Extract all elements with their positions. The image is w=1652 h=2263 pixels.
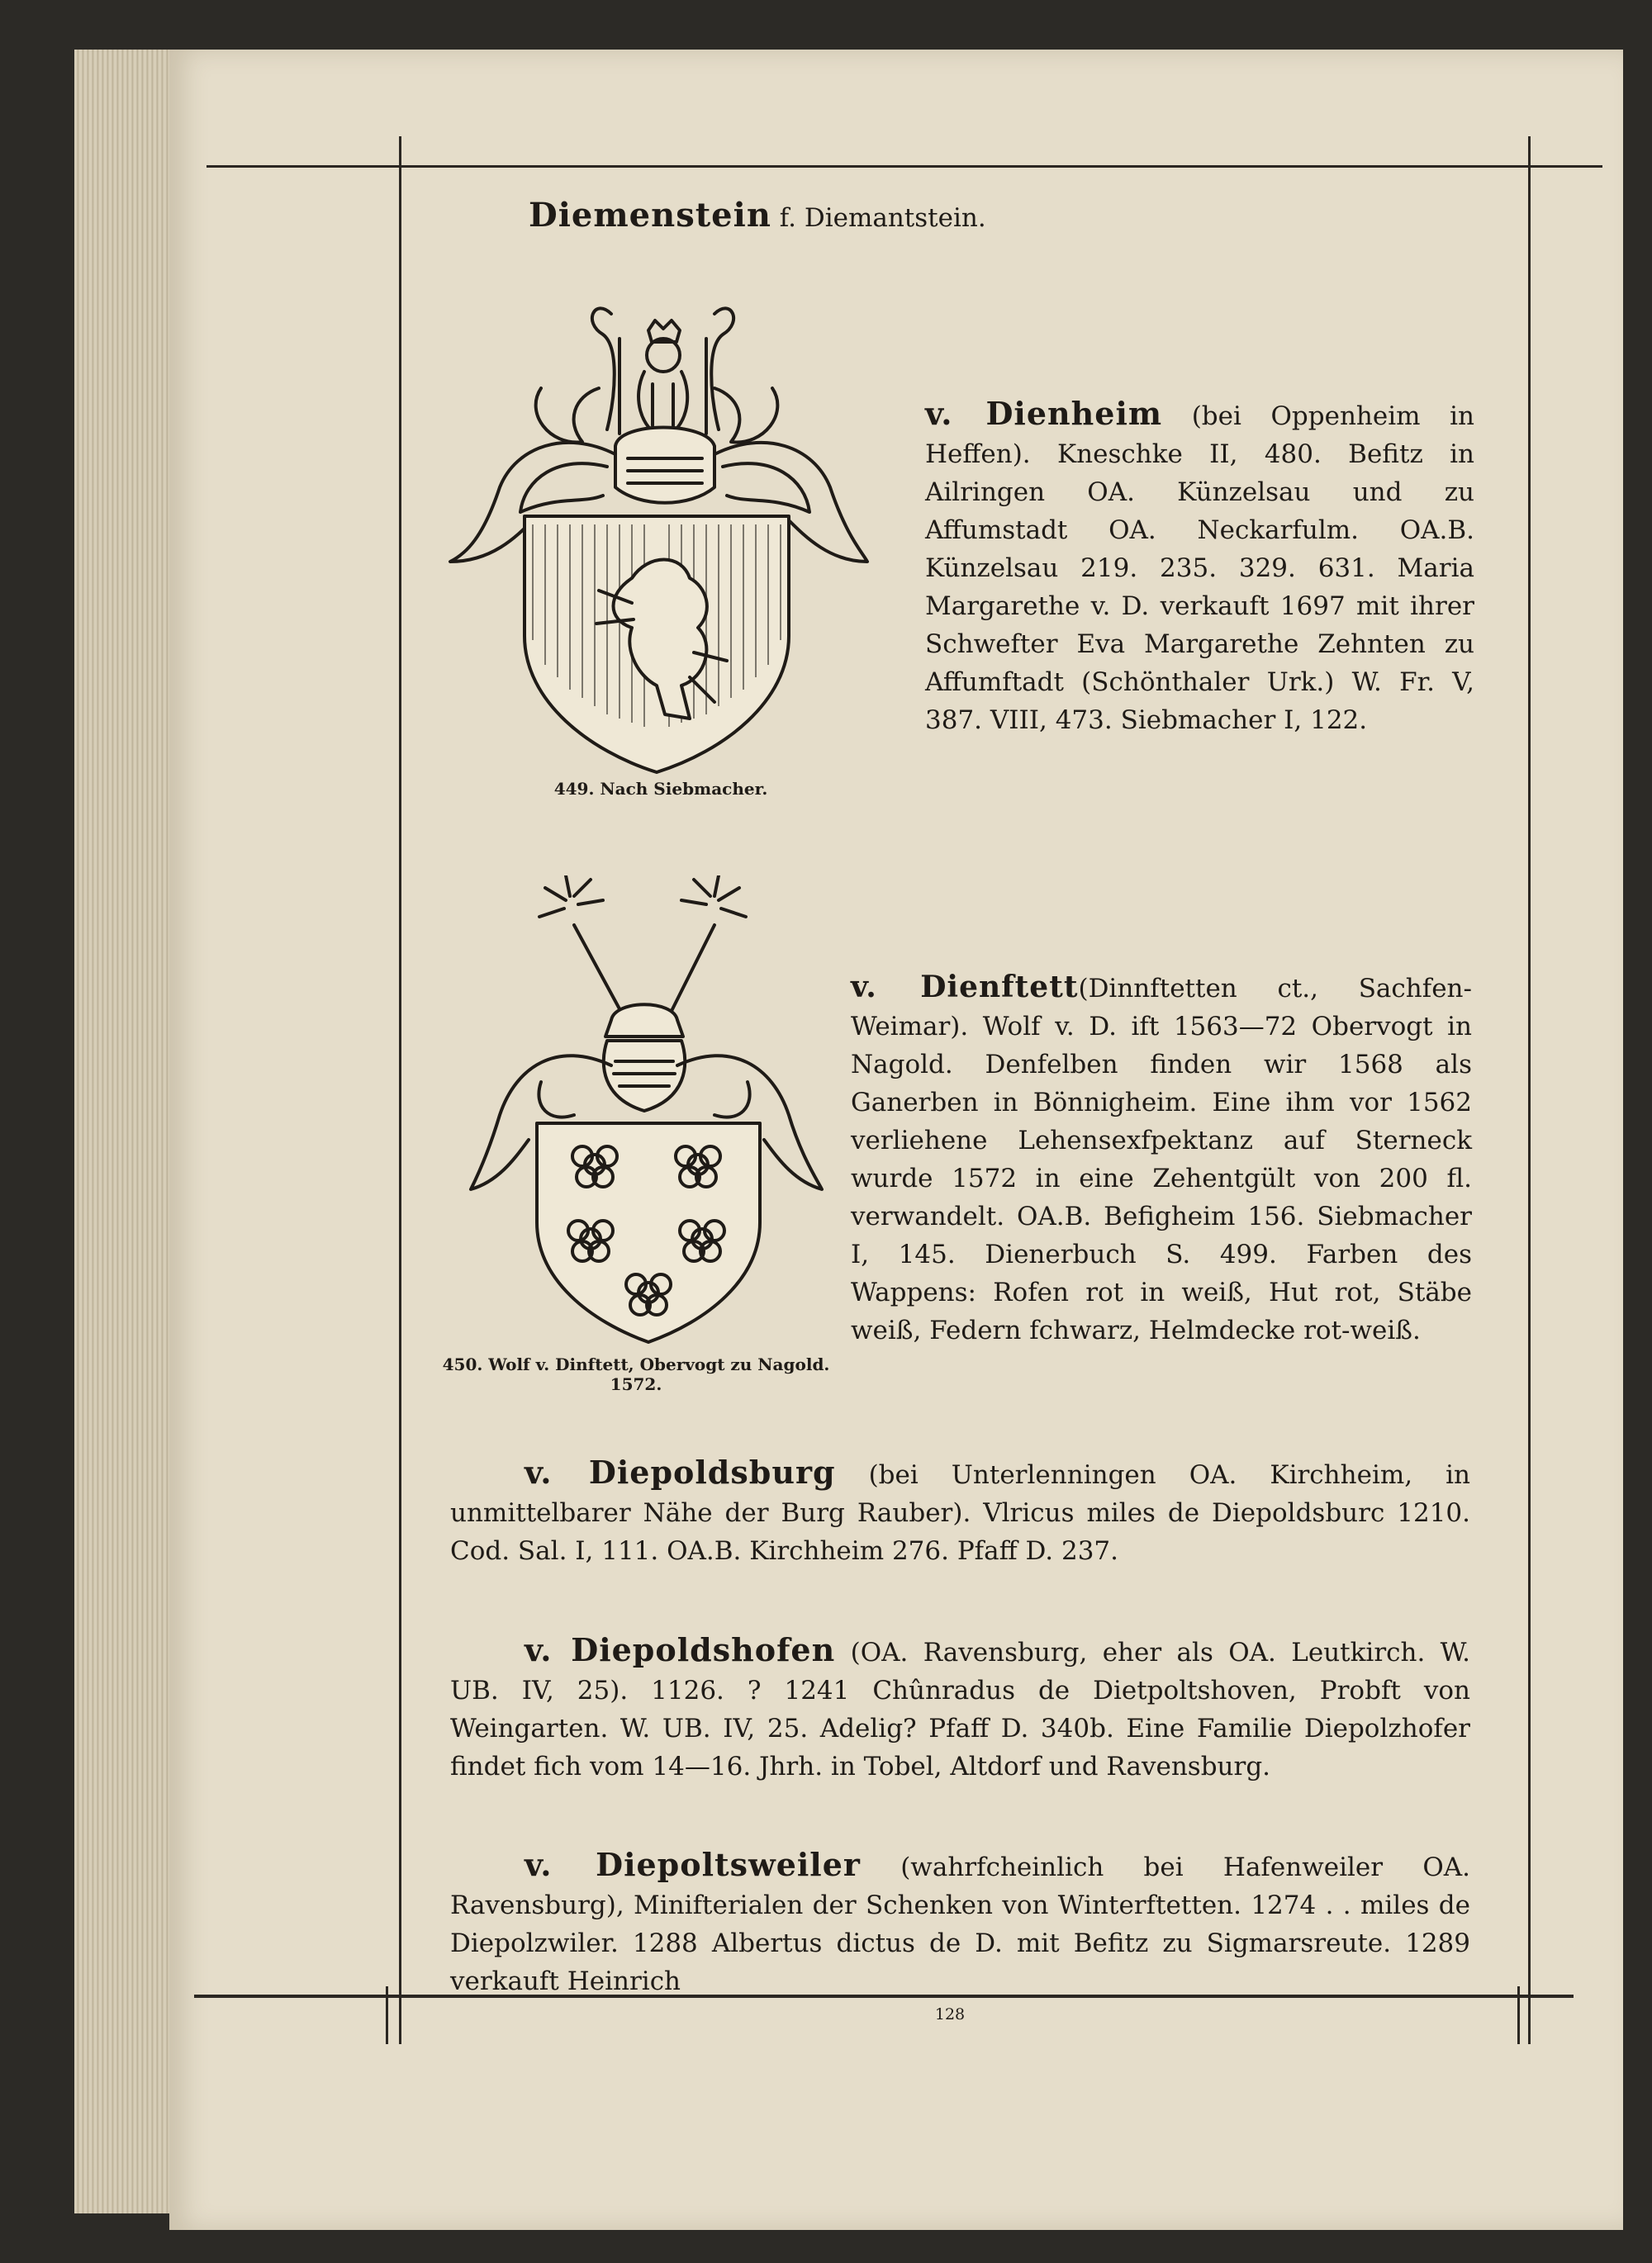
coat-of-arms-449	[442, 289, 871, 785]
entry-diepoltsweiler-text: (wahrfcheinlich bei Hafenweiler OA. Ravensburg), Minifterialen der Schenken von Winterftetten. 1274 . . miles de Diepolzwiler. 1288 Albertus dictus de D. mit Befitz zu Sigmarsreute. 1289 verkauft Heinrich	[450, 1853, 1470, 1996]
entry-dienstett	[851, 968, 1472, 1350]
entry-diepoltsweiler-head: v. Diepoltsweiler	[525, 1846, 861, 1883]
entry-diepoldshofen-text: (OA. Ravensburg, eher als OA. Leutkirch. W. UB. IV, 25). 1126. ? 1241 Chûnradus de Dietpoltshoven, Probft von Weingarten. W. UB. IV, 25. Adelig? Pfaff D. 340b. Eine Familie Diepolzhofer findet fich vom 14—16. Jhrh. in Tobel, Altdorf und Ravensburg.	[450, 1638, 1470, 1781]
entry-diepoldshofen-head: v. Diepoldshofen	[525, 1631, 836, 1668]
entry-diemenstein-head: Diemenstein	[529, 196, 771, 235]
frame-right-rule	[1528, 136, 1531, 2044]
page-number: 128	[934, 2005, 966, 2023]
crest-lion-icon	[638, 320, 687, 438]
figure-450-caption-line1: 450. Wolf v. Dinftett, Obervogt zu Nagold.	[442, 1354, 830, 1374]
figure-450-caption-line2: 1572.	[610, 1374, 662, 1394]
entry-diemenstein	[529, 197, 1107, 237]
frame-left-rule	[399, 136, 401, 2044]
entry-dienstett-head: v. Dienftett	[851, 970, 1079, 1004]
entry-diepoltsweiler	[450, 1846, 1470, 2000]
coat-of-arms-450	[467, 875, 830, 1346]
entry-dienheim-text: (bei Oppenheim in Heffen). Kneschke II, 480. Befitz in Ailringen OA. Künzelsau und zu Affumstadt OA. Neckarfulm. OA.B. Künzelsau 219. 235. 329. 631. Maria Margarethe v. D. verkauft 1697 mit ihrer Schwefter Eva Margarethe Zehnten zu Affumftadt (Schönthaler Urk.) W. Fr. V, 387. VIII, 473. Siebmacher I, 122.	[925, 401, 1474, 735]
helmet-icon	[615, 428, 714, 503]
entry-diepoldsburg	[450, 1454, 1470, 1570]
crest-staves-icon	[539, 875, 746, 1024]
entry-dienstett-text: (Dinnftetten ct., Sachfen-Weimar). Wolf v. D. ift 1563—72 Obervogt in Nagold. Denfelben finden wir 1568 als Ganerben in Bönnigheim. Eine ihm vor 1562 verliehene Lehensexfpektanz auf Sterneck wurde 1572 in eine Zehentgült von 200 fl. verwandelt. OA.B. Befigheim 156. Siebmacher I, 145. Dienerbuch S. 499. Farben des Wappens: Rofen rot in weiß, Hut rot, Stäbe weiß, Federn fchwarz, Helmdecke rot-weiß.	[851, 974, 1472, 1345]
frame-bottom-right-tick	[1517, 1986, 1520, 2044]
entry-diepoldsburg-head: v. Diepoldsburg	[525, 1454, 836, 1491]
figure-450-caption	[438, 1354, 834, 1394]
frame-bottom-left-tick	[386, 1986, 388, 2044]
entry-diepoldsburg-text: (bei Unterlenningen OA. Kirchheim, in unmittelbarer Nähe der Burg Rauber). Vlricus miles de Diepoldsburc 1210. Cod. Sal. I, 111. OA.B. Kirchheim 276. Pfaff D. 237.	[450, 1460, 1471, 1566]
entry-dienheim-head: v. Dienheim	[925, 395, 1163, 432]
entry-dienheim	[925, 395, 1474, 739]
entry-diepoldshofen	[450, 1631, 1470, 1786]
helmet-icon	[604, 1041, 685, 1111]
figure-449-caption: 449. Nach Siebmacher.	[553, 779, 768, 799]
frame-top-rule	[206, 165, 1602, 168]
entry-diemenstein-text: f. Diemantstein.	[771, 203, 986, 233]
